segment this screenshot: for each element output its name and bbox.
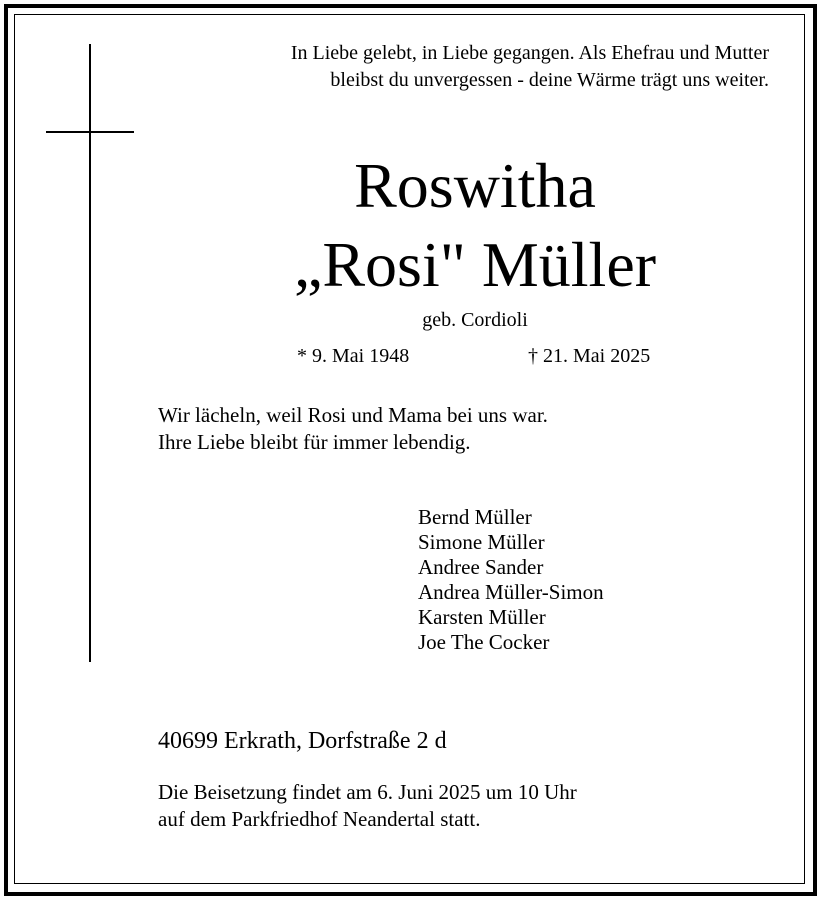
motto-line-1: In Liebe gelebt, in Liebe gegangen. Als Ehefrau und Mutter — [290, 42, 769, 64]
mourner-name: Joe The Cocker — [418, 630, 550, 654]
maiden-name: geb. Cordioli — [422, 309, 528, 331]
quote-line-2: Ihre Liebe bleibt für immer lebendig. — [158, 430, 471, 454]
mourners-list — [418, 505, 604, 655]
birth-date: * 9. Mai 1948 — [297, 345, 410, 367]
mourner-name: Andree Sander — [418, 555, 544, 579]
funeral-line-1: Die Beisetzung findet am 6. Juni 2025 um 10 Uhr — [158, 780, 577, 804]
mourner-name: Andrea Müller-Simon — [418, 580, 604, 604]
cross-horizontal-bar — [46, 131, 134, 133]
nickname-surname: „Rosi" Müller — [293, 229, 657, 300]
memorial-quote — [158, 402, 548, 456]
mourner-name: Karsten Müller — [418, 605, 546, 629]
cross-vertical-bar — [89, 44, 91, 662]
mourner-name: Simone Müller — [418, 530, 545, 554]
mourner-name: Bernd Müller — [418, 505, 532, 529]
funeral-line-2: auf dem Parkfriedhof Neandertal statt. — [158, 807, 481, 831]
quote-line-1: Wir lächeln, weil Rosi und Mama bei uns war. — [158, 403, 548, 427]
funeral-notice — [158, 779, 577, 833]
family-address: 40699 Erkrath, Dorfstraße 2 d — [158, 728, 447, 754]
motto-line-2: bleibst du unvergessen - deine Wärme trägt uns weiter. — [330, 69, 769, 91]
motto — [129, 40, 769, 94]
first-name: Roswitha — [354, 150, 596, 221]
death-date: † 21. Mai 2025 — [528, 345, 651, 367]
